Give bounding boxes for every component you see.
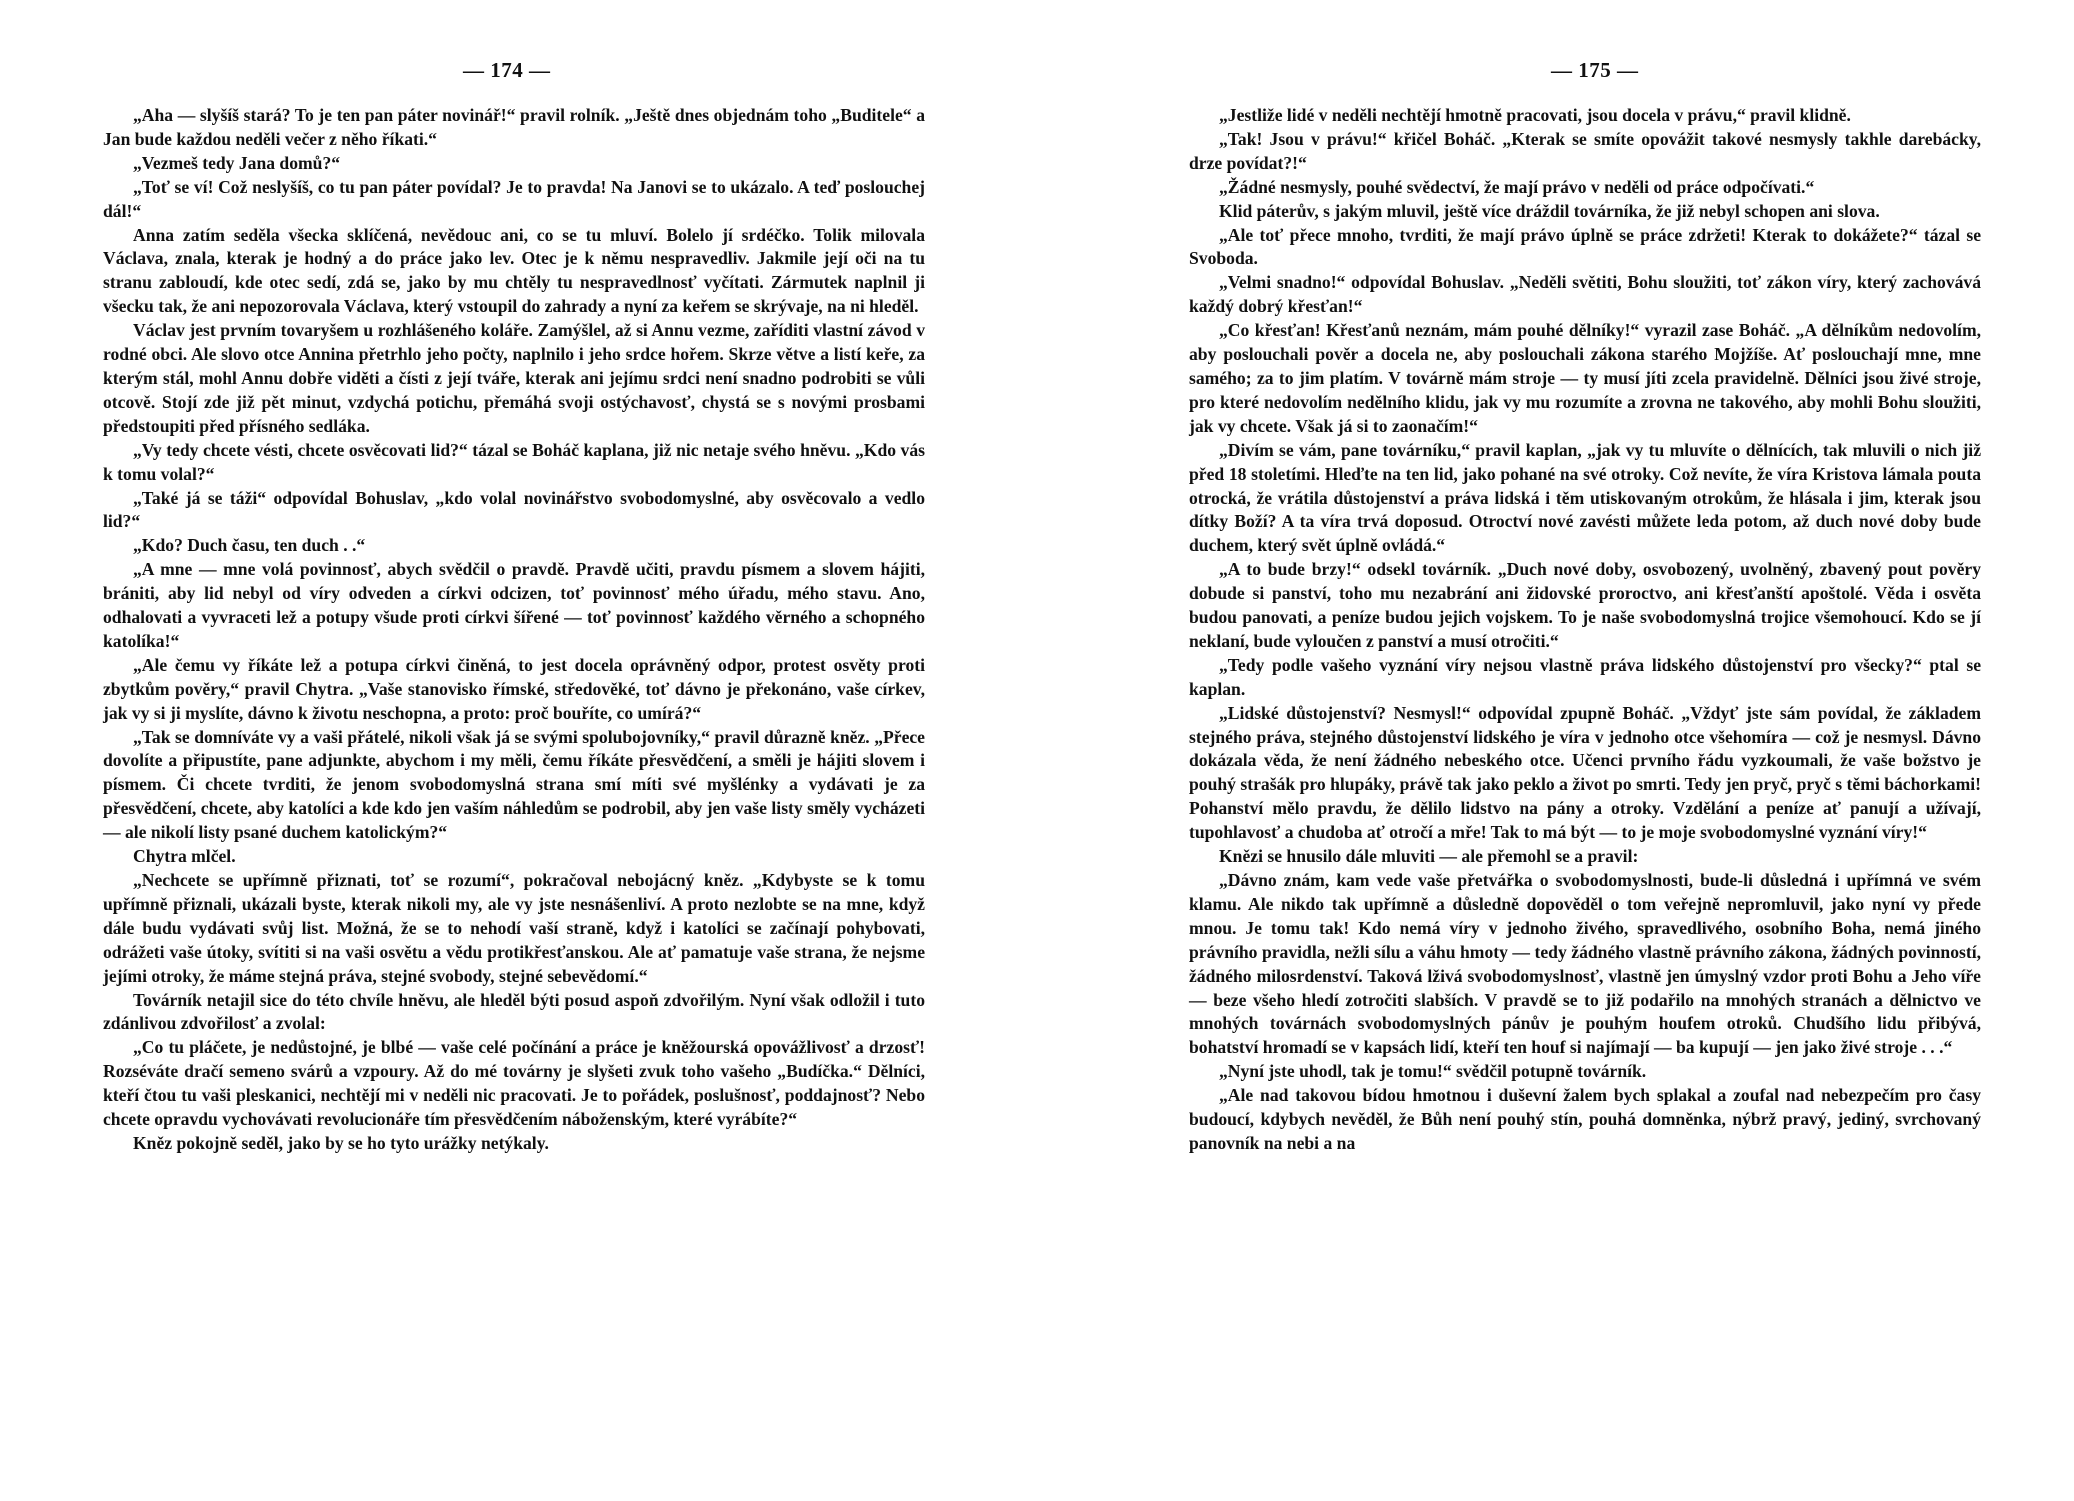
paragraph: Knězi se hnusilo dále mluviti — ale přemohl se a pravil: bbox=[1219, 846, 1639, 867]
right-page-text bbox=[1189, 104, 1981, 1156]
paragraph: „Jestliže lidé v neděli nechtějí hmotně pracovati, jsou docela v právu,“ pravil klidně. bbox=[1219, 105, 1851, 125]
left-page-text bbox=[103, 104, 925, 1156]
paragraph: „Žádné nesmysly, pouhé svědectví, že mají právo v neděli od práce odpočívati.“ bbox=[1219, 176, 1815, 197]
paragraph: „Ale čemu vy říkáte lež a potupa církvi činěná, to jest docela oprávněný odpor, protest osvěty proti zbytkům pověry,“ pravil Chytra. „Vaše stanovisko římské, středověké, toť dávno je překonáno, vaše církev, jak vy si ji myslíte, dávno k životu neschopna, a proto: proč bouříte, co umírá?“ bbox=[103, 654, 925, 723]
paragraph: „Lidské důstojenství? Nesmysl!“ odpovídal zpupně Boháč. „Vždyť jste sám povídal, že základem stejného práva, stejného důstojenství lidského je víra v jednoho otce všehomíra — což je nesmysl. Dávno dokázala věda, že není žádného nebeského otce. Učenci prvního řádu vyzkoumali, že vaše božstvo je pouhý strašák pro hlupáky, právě tak jako peklo a život po smrti. Tedy jen pryč, pryč s těmi báchorkami! Pohanství mělo pravdu, že dělilo lidstvo na pány a otroky. Vzdělání a peníze ať panují a užívají, tupohlavosť a chudoba ať otročí a mře! Tak to má být — to je moje svobodomyslné vyznání víry!“ bbox=[1189, 702, 1981, 843]
paragraph: „A to bude brzy!“ odsekl továrník. „Duch nové doby, osvobozený, uvolněný, zbavený pout pověry dobude si panství, toho mu nezabrání ani židovské proroctvo, ani křesťanští apoštolé. Věda i osvěta budou panovati, a peníze budou jejich vojskem. To je naše svobodomyslná trojice všemohoucí. Kdo se jí neklaní, bude vyloučen z panství a musí otročiti.“ bbox=[1189, 559, 1981, 651]
paragraph: Chytra mlčel. bbox=[133, 846, 236, 867]
paragraph: Kněz pokojně seděl, jako by se ho tyto urážky netýkaly. bbox=[133, 1132, 549, 1153]
right-page bbox=[1037, 0, 2074, 1501]
paragraph: „Vezmeš tedy Jana domů?“ bbox=[133, 152, 341, 173]
paragraph: Anna zatím seděla všecka sklíčená, nevědouc ani, co se tu mluví. Bolelo jí srdéčko. Tolik milovala Václava, znala, kterak je hodný a do práce jako lev. Otec je k němu nespravedliv. Jakmile její oči na tu stranu zabloudí, kde otec sedí, zdá se, jako by mu chtěly tu nespravedlnosť vyčítati. Zármutek naplnil ji všecku tak, že ani nepozorovala Václava, který vstoupil do zahrady a nyní za keřem se skrývaje, na ni hleděl. bbox=[103, 224, 925, 317]
page-number-right: — 175 — bbox=[1551, 58, 1639, 82]
paragraph: „Dávno znám, kam vede vaše přetvářka o svobodomyslnosti, bude-li důsledná i upřímná ve svém klamu. Ale nikdo tak upřímně a důsledně dopověděl o tom veřejně nepromluvil, jako nyní vy přede mnou. Je tomu tak! Kdo nemá víry v jednoho živého, spravedlivého, osobního Boha, nemá jiného právního pravidla, nežli sílu a váhu hmoty — tedy žádného vlastně právního zákona, žádných povinností, žádného milosrdenství. Taková lživá svobodomyslnosť, vlastně jen úmyslný vzdor proti Bohu a Jeho víře — beze všeho hledí zotročiti slabších. V pravdě se to již podařilo na mnohých stranách a dělnictvo ve mnohých továrnách svobodomyslných pánův je pouhým houfem otroků. Chudšího lidu přibývá, bohatství hromadí se v kapsách lidí, kteří ten houf si najímají — ba kupují — jen jako živé stroje . . .“ bbox=[1189, 870, 1981, 1058]
paragraph: Továrník netajil sice do této chvíle hněvu, ale hleděl býti posud aspoň zdvořilým. Nyní však odložil i tuto zdánlivou zdvořilosť a zvolal: bbox=[103, 989, 925, 1034]
paragraph: „Nechcete se upřímně přiznati, toť se rozumí“, pokračoval nebojácný kněz. „Kdybyste se k tomu upřímně přiznali, ukázali byste, kterak nikoli my, ale vy jste nesnášenliví. A proto nezlobte se na mne, když dále budu vydávati svůj list. Možná, že se to nehodí vaší straně, když i katolíci se začínají pohybovati, odrážeti vaše útoky, svítiti si na vaši osvětu a vědu protikřesťanskou. Ale ať pamatuje vaše strana, že nejsme jejími otroky, že máme stejná práva, stejné svobody, stejné sebevědomí.“ bbox=[103, 870, 925, 986]
paragraph: „Tedy podle vašeho vyznání víry nejsou vlastně práva lidského důstojenství pro všecky?“ ptal se kaplan. bbox=[1189, 654, 1981, 699]
paragraph: „Co tu pláčete, je nedůstojné, je blbé — vaše celé počínání a práce je kněžourská opovážlivosť a drzosť! Rozséváte dračí semeno svárů a vzpoury. Až do mé továrny je slyšeti zvuk toho vašeho „Budíčka.“ Dělníci, kteří čtou tu vaši pleskanici, nechtějí mi v neděli nic pracovati. Je to pořádek, poslušnosť, poddajnosť? Nebo chcete opravdu vychovávati revolucionáře tím přesvědčením náboženským, které vyrábíte?“ bbox=[103, 1037, 925, 1130]
page-number-left: — 174 — bbox=[463, 58, 551, 82]
paragraph: „Nyní jste uhodl, tak je tomu!“ svědčil potupně továrník. bbox=[1219, 1061, 1647, 1082]
paragraph: „Aha — slyšíš stará? To je ten pan páter novinář!“ pravil rolník. „Ještě dnes objednám toho „Buditele“ a Jan bude každou neděli večer z něho říkati.“ bbox=[103, 105, 925, 149]
paragraph: „Co křesťan! Křesťanů neznám, mám pouhé dělníky!“ vyrazil zase Boháč. „A dělníkům nedovolím, aby poslouchali pověr a docela ne, aby poslouchali zákona starého Mojžíše. Ať poslouchají mne, mne samého; za to jim platím. V továrně mám stroje — ty musí jíti zcela pravidelně. Dělníci jsou živé stroje, pro které nedovolím nedělního klidu, jak vy mu rozumíte a zrovna ne takového, aby mohli Bohu sloužiti, jak vy chcete. Však já si to zaonačím!“ bbox=[1189, 320, 1981, 436]
paragraph: „Divím se vám, pane továrníku,“ pravil kaplan, „jak vy tu mluvíte o dělnících, tak mluvili o nich již před 18 stoletími. Hleďte na ten lid, jako pohané na své otroky. Což nevíte, že víra Kristova lámala pouta otrocká, že vrátila důstojenství a práva lidská i těm utiskovaným otrokům, že hlásala i jim, kterak jsou dítky Boží? A ta víra trvá doposud. Otroctví nové zavésti můžete leda potom, až duch nové doby bude duchem, který svět úplně ovládá.“ bbox=[1189, 439, 1981, 556]
paragraph: „Vy tedy chcete vésti, chcete osvěcovati lid?“ tázal se Boháč kaplana, již nic netaje svého hněvu. „Kdo vás k tomu volal?“ bbox=[103, 439, 925, 484]
paragraph: „Kdo? Duch času, ten duch . .“ bbox=[133, 535, 366, 556]
paragraph: Václav jest prvním tovaryšem u rozhlášeného koláře. Zamýšlel, až si Annu vezme, zaříditi vlastní závod v rodné obci. Ale slovo otce Annina přetrhlo jeho počty, naplnilo i jeho srdce hořem. Skrze větve a listí keře, za kterým stál, mohl Annu dobře viděti a čísti z její tváře, kterak ani jejímu srdci není snadno podrobiti se vůli otcově. Stojí zde již pět minut, vzdychá potichu, přemáhá svoji ostýchavosť, chystá se s novými prosbami předstoupiti před přísného sedláka. bbox=[103, 320, 925, 436]
paragraph: „Tak! Jsou v právu!“ křičel Boháč. „Kterak se smíte opovážit takové nesmysly takhle darebácky, drze povídat?!“ bbox=[1189, 128, 1981, 173]
paragraph: „Také já se táži“ odpovídal Bohuslav, „kdo volal novinářstvo svobodomyslné, aby osvěcovalo a vedlo lid?“ bbox=[103, 487, 925, 532]
paragraph: Klid páterův, s jakým mluvil, ještě více dráždil továrníka, že již nebyl schopen ani slova. bbox=[1219, 200, 1880, 221]
paragraph: „Toť se ví! Což neslyšíš, co tu pan páter povídal? Je to pravda! Na Janovi se to ukázalo. A teď poslouchej dál!“ bbox=[103, 176, 925, 221]
paragraph: „Velmi snadno!“ odpovídal Bohuslav. „Neděli světiti, Bohu sloužiti, toť zákon víry, který zachovává každý dobrý křesťan!“ bbox=[1189, 272, 1981, 317]
paragraph: „Ale toť přece mnoho, tvrditi, že mají právo úplně se práce zdržeti! Kterak to dokážete?“ tázal se Svoboda. bbox=[1189, 224, 1981, 269]
paragraph: „Tak se domníváte vy a vaši přátelé, nikoli však já se svými spolubojovníky,“ pravil důrazně kněz. „Přece dovolíte a připustíte, pane adjunkte, abychom i my měli, čemu říkáte přesvědčení, a směli je hájiti slovem i písmem. Či chcete tvrditi, že jenom svobodomyslná strana smí míti své myšlénky a vydávati je za přesvědčení, chcete, aby katolíci a kde kdo jen vaším náhledům se podrobil, aby jen vaše listy směly vycházeti — ale nikolí listy psané duchem katolickým?“ bbox=[103, 726, 925, 843]
paragraph: „Ale nad takovou bídou hmotnou i duševní žalem bych splakal a zoufal nad nebezpečím pro časy budoucí, kdybych nevěděl, že Bůh není pouhý stín, pouhá domněnka, nýbrž pravý, jediný, svrchovaný panovník na nebi a na bbox=[1189, 1085, 1981, 1153]
paragraph: „A mne — mne volá povinnosť, abych svědčil o pravdě. Pravdě učiti, pravdu písmem a slovem hájiti, brániti, aby lid nebyl od víry odveden a církvi odcizen, toť povinnosť mého úřadu, mého stavu. Ano, odhalovati a vyvraceti lež a potupy všude proti církvi šířené — toť povinnosť každého věrného a schopného katolíka!“ bbox=[103, 559, 925, 651]
